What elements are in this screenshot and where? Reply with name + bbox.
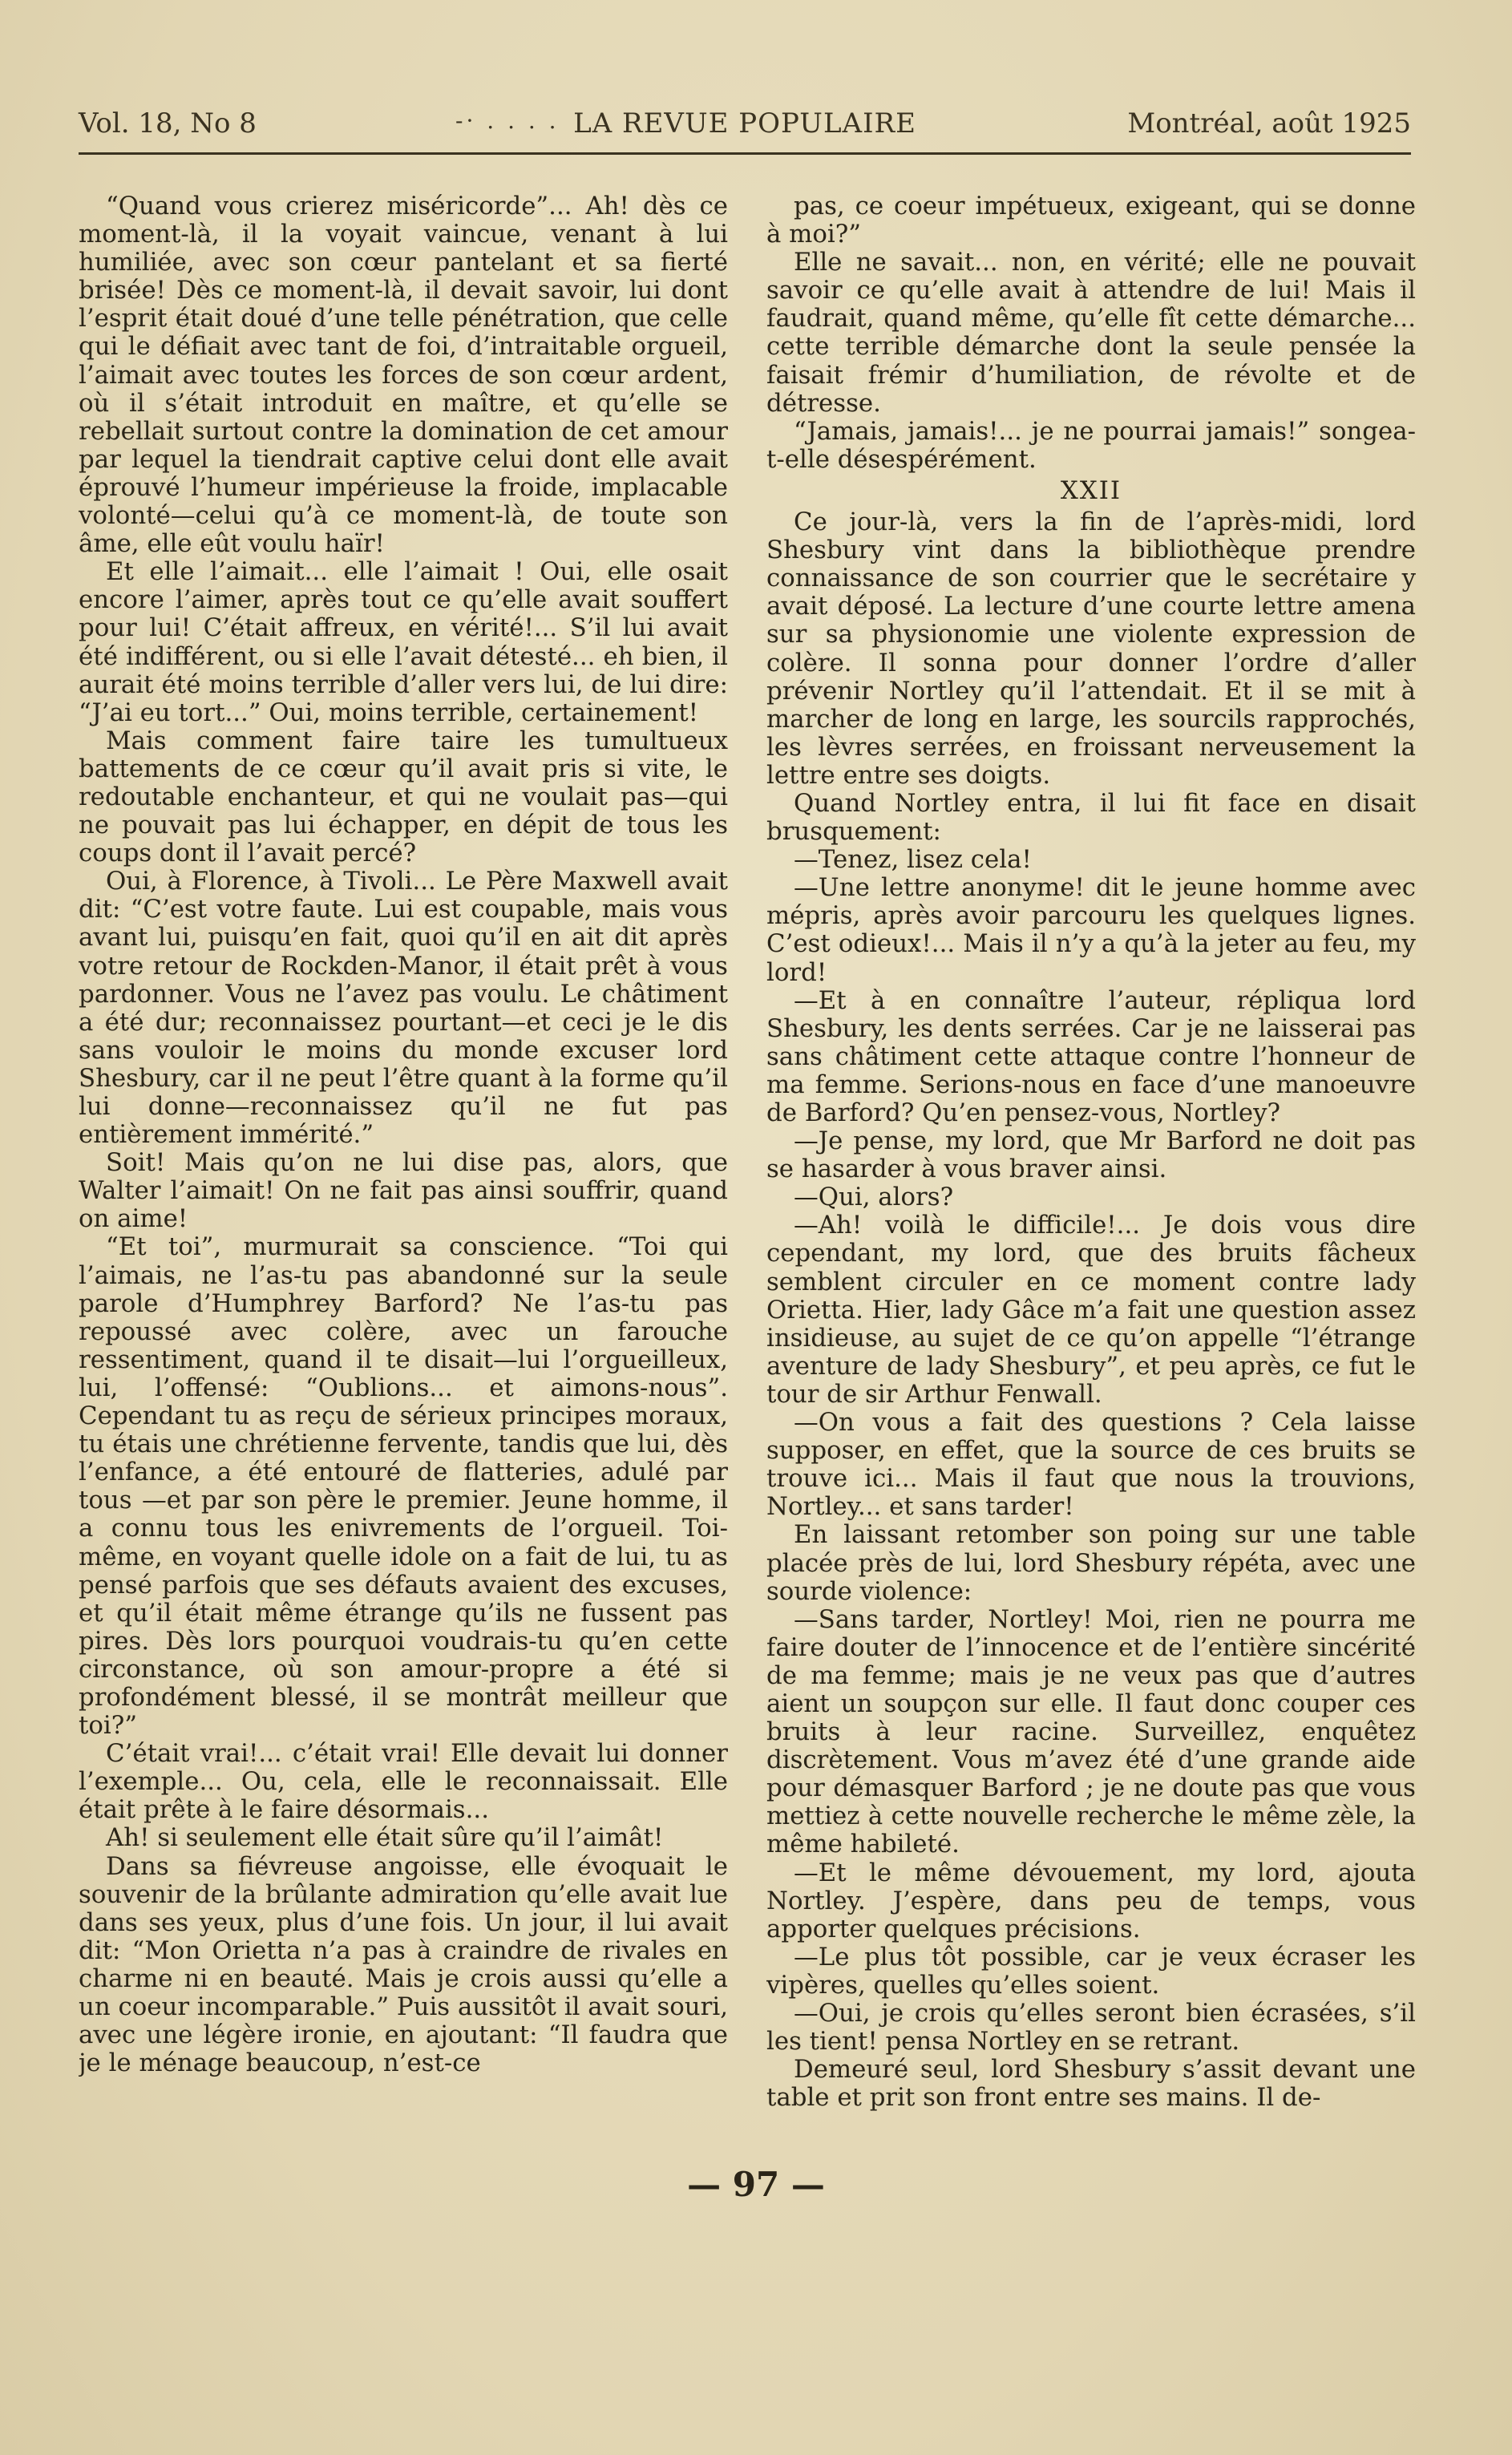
paragraph: —Sans tarder, Nortley! Moi, rien ne pourra me faire douter de l’innocence et de l’entière sincérité de ma femme; mais je ne veux pas que d’autres aient un soupçon sur elle. Il faut donc couper ces bruits à leur racine. Surveillez, enquêtez discrètement. Vous m’avez été d’une grande aide pour démasquer Barford ; je ne doute pas que vous mettiez à cette nouvelle recherche le même zèle, la même habileté. xyxy=(766,1604,1416,1859)
paragraph: —Je pense, my lord, que Mr Barford ne doit pas se hasarder à vous braver ainsi. xyxy=(766,1126,1416,1184)
right-text-column xyxy=(766,192,1416,2141)
paragraph: —Qui, alors? xyxy=(794,1183,954,1212)
paragraph: Quand Nortley entra, il lui fit face en disait brusquement: xyxy=(766,788,1416,847)
paragraph: Ce jour-là, vers la fin de l’après-midi, lord Shesbury vint dans la bibliothèque prendre connaissance de son courrier que le secrétaire y avait déposé. La lecture d’une courte lettre amena sur sa physionomie une violente expression de colère. Il sonna pour donner l’ordre d’aller prévenir Nortley qu’il l’attendait. Et il se mit à marcher de long en large, les sourcils rapprochés, les lèvres serrées, en froissant nerveusement la lettre entre ses doigts. xyxy=(766,508,1416,790)
header-ornament: -· . . . . xyxy=(455,107,560,134)
paragraph: Oui, à Florence, à Tivoli... Le Père Maxwell avait dit: “C’est votre faute. Lui est coupable, mais vous avant lui, puisqu’en fait, quoi qu’il en ait dit après votre retour de Rockden-Manor, il était prêt à vous pardonner. Vous ne l’avez pas voulu. Le châtiment a été dur; reconnaissez pourtant—et ceci je le dis sans vouloir le moins du monde excuser lord Shesbury, car il ne peut l’être quant à la forme qu’il lui donne—reconnaissez qu’il ne fut pas entièrement immérité.” xyxy=(79,867,728,1150)
header-rule xyxy=(79,152,1411,155)
paragraph: Soit! Mais qu’on ne lui dise pas, alors, que Walter l’aimait! On ne fait pas ainsi souffrir, quand on aime! xyxy=(79,1148,728,1234)
chapter-heading: XXII xyxy=(1060,475,1122,505)
paragraph: Mais comment faire taire les tumultueux battements de ce cœur qu’il avait pris si vite, le redoutable enchanteur, et qui ne voulait pas—qui ne pouvait pas lui échapper, en dépit de tous les coups dont il l’avait percé? xyxy=(79,726,728,868)
paragraph: En laissant retomber son poing sur une table placée près de lui, lord Shesbury répéta, avec une sourde violence: xyxy=(766,1520,1416,1606)
paragraph: “Et toi”, murmurait sa conscience. “Toi qui l’aimais, ne l’as-tu pas abandonné sur la seule parole d’Humphrey Barford? Ne l’as-tu pas repoussé avec colère, avec un farouche ressentiment, quand il te disait—lui l’orgueilleux, lui, l’offensé: “Oublions... et aimons-nous”. Cependant tu as reçu de sérieux principes moraux, tu étais une chrétienne fervente, tandis que lui, dès l’enfance, a été entouré de flatteries, adulé par tous —et par son père le premier. Jeune homme, il a connu tous les enivrements de l’orgueil. Toi-même, en voyant quelle idole on a fait de lui, tu as pensé parfois que ses défauts avaient des excuses, et qu’il était même étrange qu’ils ne fussent pas pires. Dès lors pourquoi voudrais-tu qu’en cette circonstance, où son amour-propre a été si profondément blessé, il se montrât meilleur que toi?” xyxy=(79,1232,728,1741)
paragraph: —Tenez, lisez cela! xyxy=(794,845,1032,875)
paragraph: —Oui, je crois qu’elles seront bien écrasées, s’il les tient! pensa Nortley en se retrant. xyxy=(766,1999,1416,2057)
paragraph: Dans sa fiévreuse angoisse, elle évoquait le souvenir de la brûlante admiration qu’elle avait lue dans ses yeux, plus d’une fois. Un jour, il lui avait dit: “Mon Orietta n’a pas à craindre de rivales en charme ni en beauté. Mais je crois aussi qu’elle a un coeur incomparable.” Puis aussitôt il avait souri, avec une légère ironie, en ajoutant: “Il faudra que je le ménage beaucoup, n’est-ce xyxy=(79,1851,728,2078)
paragraph: —Et à en connaître l’auteur, répliqua lord Shesbury, les dents serrées. Car je ne laisserai pas sans châtiment cette attaque contre l’honneur de ma femme. Serions-nous en face d’une manoeuvre de Barford? Qu’en pensez-vous, Nortley? xyxy=(766,985,1416,1127)
paragraph: —Le plus tôt possible, car je veux écraser les vipères, quelles qu’elles soient. xyxy=(766,1942,1416,2000)
page-number: — 97 — xyxy=(687,2165,825,2204)
paragraph: —On vous a fait des questions ? Cela laisse supposer, en effet, que la source de ces bruits se trouve ici... Mais il faut que nous la trouvions, Nortley... et sans tarder! xyxy=(766,1408,1416,1522)
left-text-column xyxy=(79,192,728,2141)
paragraph: C’était vrai!... c’était vrai! Elle devait lui donner l’exemple... Ou, cela, elle le reconnaissait. Elle était prête à le faire désormais... xyxy=(79,1739,728,1825)
paragraph: —Ah! voilà le difficile!... Je dois vous dire cependant, my lord, que des bruits fâcheux semblent circuler en ce moment contre lady Orietta. Hier, lady Gâce m’a fait une question assez insidieuse, au sujet de ce qu’on appelle “l’étrange aventure de lady Shesbury”, et peu après, ce fut le tour de sir Arthur Fenwall. xyxy=(766,1211,1416,1409)
place-date: Montréal, août 1925 xyxy=(1127,107,1411,140)
paragraph: —Une lettre anonyme! dit le jeune homme avec mépris, après avoir parcouru les quelques lignes. C’est odieux!... Mais il n’y a qu’à la jeter au feu, my lord! xyxy=(766,873,1416,987)
magazine-title: LA REVUE POPULAIRE xyxy=(573,107,916,140)
paragraph: Et elle l’aimait... elle l’aimait ! Oui, elle osait encore l’aimer, après tout ce qu’elle avait souffert pour lui! C’était affreux, en vérité!... S’il lui avait été indifférent, ou si elle l’avait détesté... eh bien, il aurait été moins terrible d’aller vers lui, de lui dire: “J’ai eu tort...” Oui, moins terrible, certainement! xyxy=(79,557,728,727)
paragraph: pas, ce coeur impétueux, exigeant, qui se donne à moi?” xyxy=(766,192,1416,249)
paragraph: Elle ne savait... non, en vérité; elle ne pouvait savoir ce qu’elle avait à attendre de lui! Mais il faudrait, quand même, qu’elle fît cette démarche... cette terrible démarche dont la seule pensée la faisait frémir d’humiliation, de révolte et de détresse. xyxy=(766,248,1416,418)
paragraph: —Et le même dévouement, my lord, ajouta Nortley. J’espère, dans peu de temps, vous apporter quelques précisions. xyxy=(766,1858,1416,1943)
paragraph: “Jamais, jamais!... je ne pourrai jamais!” songea-t-elle désespérément. xyxy=(766,416,1416,474)
paragraph: Ah! si seulement elle était sûre qu’il l’aimât! xyxy=(106,1823,664,1853)
volume-number: Vol. 18, No 8 xyxy=(79,107,257,140)
running-header xyxy=(79,107,1411,152)
paragraph: Demeuré seul, lord Shesbury s’assit devant une table et prit son front entre ses mains. Il de- xyxy=(766,2055,1416,2113)
paragraph: “Quand vous crierez miséricorde”... Ah! dès ce moment-là, il la voyait vaincue, venant à lui humiliée, avec son cœur pantelant et sa fierté brisée! Dès ce moment-là, il devait savoir, lui dont l’esprit était doué d’une telle pénétration, que celle qui le défiait avec tant de foi, d’intraitable orgueil, l’aimait avec toutes les forces de son cœur ardent, où il s’était introduit en maître, et qu’elle se rebellait surtout contre la domination de cet amour par lequel la tiendrait captive celui dont elle avait éprouvé l’humeur impérieuse la froide, implacable volonté—celui qu’à ce moment-là, de toute son âme, elle eût voulu haïr! xyxy=(79,192,728,559)
